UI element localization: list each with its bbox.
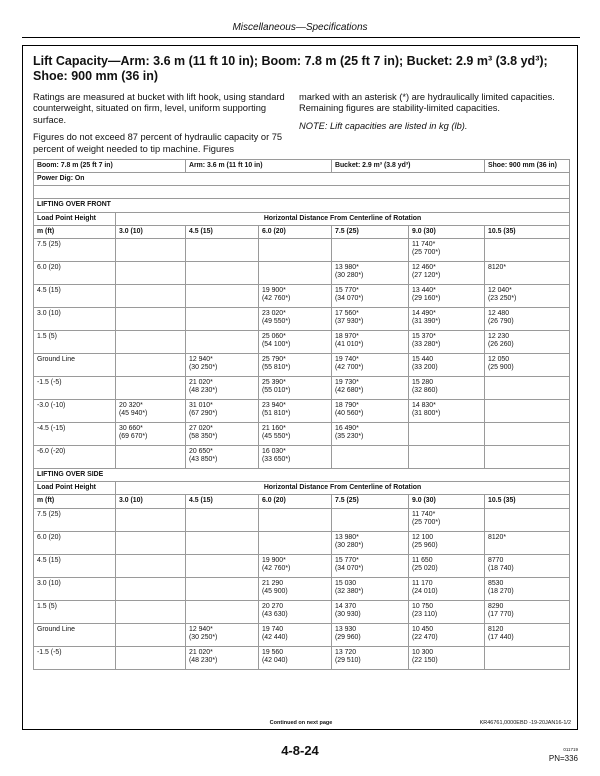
table-row <box>34 239 570 262</box>
capacity-cell: 12 050 (25 900) <box>485 354 570 377</box>
table-row <box>34 331 570 354</box>
capacity-cell: 8120* <box>485 531 570 554</box>
height-cell: -1.5 (-5) <box>34 377 116 400</box>
capacity-cell: 14 830* (31 800*) <box>409 400 485 423</box>
capacity-cell: 8120* <box>485 262 570 285</box>
capacity-cell: 19 900* (42 760*) <box>259 554 332 577</box>
capacity-cell: 23 940* (51 810*) <box>259 400 332 423</box>
capacity-cell <box>409 446 485 469</box>
column-header: 7.5 (25) <box>332 495 409 508</box>
height-cell: 4.5 (15) <box>34 285 116 308</box>
power-dig: Power Dig: On <box>34 173 570 186</box>
capacity-cell: 17 560* (37 930*) <box>332 308 409 331</box>
column-header: 6.0 (20) <box>259 225 332 238</box>
capacity-cell: 11 170 (24 010) <box>409 577 485 600</box>
capacity-cell <box>116 554 186 577</box>
column-header: m (ft) <box>34 495 116 508</box>
horizontal-distance-label: Horizontal Distance From Centerline of Rotation <box>116 212 570 225</box>
body-left-column <box>33 92 295 161</box>
lift-capacity-table <box>33 159 570 670</box>
table-row <box>34 285 570 308</box>
side-axis-row <box>34 482 570 495</box>
capacity-cell <box>485 239 570 262</box>
capacity-cell: 11 740* (25 700*) <box>409 239 485 262</box>
capacity-cell <box>116 623 186 646</box>
table-row <box>34 446 570 469</box>
capacity-cell: 15 770* (34 070*) <box>332 554 409 577</box>
spec-boom: Boom: 7.8 m (25 ft 7 in) <box>34 160 186 173</box>
side-heading: LIFTING OVER SIDE <box>34 469 570 482</box>
capacity-cell: 31 010* (67 290*) <box>186 400 259 423</box>
page-header: Miscellaneous—Specifications <box>232 22 368 33</box>
height-cell: 3.0 (10) <box>34 308 116 331</box>
side-heading-row <box>34 469 570 482</box>
height-cell: Ground Line <box>34 354 116 377</box>
spec-shoe: Shoe: 900 mm (36 in) <box>485 160 570 173</box>
capacity-cell: 12 940* (30 250*) <box>186 623 259 646</box>
capacity-cell: 20 320* (45 940*) <box>116 400 186 423</box>
section-title: Lift Capacity—Arm: 3.6 m (11 ft 10 in); Boom: 7.8 m (25 ft 7 in); Bucket: 2.9 m³ (3.8 yd³); Shoe: 900 mm (36 in) <box>33 54 548 83</box>
capacity-cell <box>186 262 259 285</box>
capacity-cell: 15 440 (33 200) <box>409 354 485 377</box>
height-cell: -4.5 (-15) <box>34 423 116 446</box>
capacity-cell <box>186 285 259 308</box>
capacity-cell: 13 720 (29 510) <box>332 646 409 669</box>
capacity-cell <box>259 508 332 531</box>
capacity-cell: 8530 (18 270) <box>485 577 570 600</box>
side-column-header-row <box>34 495 570 508</box>
capacity-cell: 10 750 (23 110) <box>409 600 485 623</box>
header-rule <box>22 37 580 38</box>
column-header: 9.0 (30) <box>409 225 485 238</box>
ratings-paragraph: Ratings are measured at bucket with lift hook, using standard counterweight, situated on firm, level, uniform supporting surface. <box>33 92 285 125</box>
height-cell: -1.5 (-5) <box>34 646 116 669</box>
column-header: 4.5 (15) <box>186 225 259 238</box>
capacity-cell <box>186 531 259 554</box>
capacity-cell: 19 730* (42 680*) <box>332 377 409 400</box>
capacity-cell <box>332 239 409 262</box>
capacity-cell: 12 460* (27 120*) <box>409 262 485 285</box>
front-column-header-row <box>34 225 570 238</box>
column-header: 3.0 (10) <box>116 495 186 508</box>
capacity-cell: 21 290 (45 900) <box>259 577 332 600</box>
small-id: 011719 <box>563 747 578 752</box>
capacity-cell <box>259 531 332 554</box>
capacity-cell <box>116 331 186 354</box>
load-point-height-label: Load Point Height <box>34 482 116 495</box>
capacity-cell <box>116 646 186 669</box>
capacity-cell: 10 300 (22 150) <box>409 646 485 669</box>
capacity-cell: 8120 (17 440) <box>485 623 570 646</box>
column-header: 7.5 (25) <box>332 225 409 238</box>
capacity-cell: 10 450 (22 470) <box>409 623 485 646</box>
table-row <box>34 377 570 400</box>
front-axis-row <box>34 212 570 225</box>
height-cell: 1.5 (5) <box>34 600 116 623</box>
capacity-cell: 18 790* (40 560*) <box>332 400 409 423</box>
capacity-cell: 21 020* (48 230*) <box>186 646 259 669</box>
horizontal-distance-label: Horizontal Distance From Centerline of Rotation <box>116 482 570 495</box>
front-heading: LIFTING OVER FRONT <box>34 199 570 212</box>
capacity-cell: 18 970* (41 010*) <box>332 331 409 354</box>
capacity-cell: 16 030* (33 650*) <box>259 446 332 469</box>
capacity-cell <box>186 554 259 577</box>
capacity-cell: 25 390* (55 010*) <box>259 377 332 400</box>
capacity-cell <box>116 577 186 600</box>
column-header: 6.0 (20) <box>259 495 332 508</box>
capacity-cell <box>116 308 186 331</box>
capacity-cell <box>186 577 259 600</box>
capacity-cell: 11 740* (25 700*) <box>409 508 485 531</box>
power-dig-row <box>34 173 570 186</box>
spec-bucket: Bucket: 2.9 m³ (3.8 yd³) <box>332 160 485 173</box>
capacity-cell: 8290 (17 770) <box>485 600 570 623</box>
capacity-cell <box>259 239 332 262</box>
height-cell: 4.5 (15) <box>34 554 116 577</box>
capacity-cell: 23 020* (49 550*) <box>259 308 332 331</box>
capacity-cell <box>485 646 570 669</box>
capacity-cell: 15 770* (34 070*) <box>332 285 409 308</box>
capacity-cell: 15 370* (33 280*) <box>409 331 485 354</box>
capacity-cell <box>259 262 332 285</box>
capacity-cell <box>485 446 570 469</box>
continued-note: Continued on next page <box>269 720 333 726</box>
capacity-cell: 20 270 (43 630) <box>259 600 332 623</box>
capacity-cell: 14 490* (31 390*) <box>409 308 485 331</box>
capacity-cell: 25 060* (54 100*) <box>259 331 332 354</box>
capacity-cell: 13 980* (30 280*) <box>332 262 409 285</box>
capacity-cell <box>485 400 570 423</box>
pn-number: PN=336 <box>548 754 578 763</box>
capacity-cell: 12 100 (25 960) <box>409 531 485 554</box>
capacity-cell: 19 740 (42 440) <box>259 623 332 646</box>
height-cell: -6.0 (-20) <box>34 446 116 469</box>
table-row <box>34 400 570 423</box>
height-cell: 6.0 (20) <box>34 262 116 285</box>
figures-paragraph: Figures do not exceed 87 percent of hydraulic capacity or 75 percent of weight needed to tip machine. Figures <box>33 132 283 154</box>
content-frame <box>22 45 578 730</box>
table-row <box>34 600 570 623</box>
capacity-cell <box>485 508 570 531</box>
table-row <box>34 623 570 646</box>
capacity-cell: 27 020* (58 350*) <box>186 423 259 446</box>
capacity-cell <box>116 239 186 262</box>
capacity-cell: 15 280 (32 860) <box>409 377 485 400</box>
column-header: 4.5 (15) <box>186 495 259 508</box>
height-cell: 6.0 (20) <box>34 531 116 554</box>
units-note: NOTE: Lift capacities are listed in kg (lb). <box>299 120 468 131</box>
column-header: m (ft) <box>34 225 116 238</box>
spec-row <box>34 160 570 173</box>
capacity-cell <box>186 239 259 262</box>
table-row <box>34 354 570 377</box>
capacity-cell: 11 650 (25 020) <box>409 554 485 577</box>
height-cell: 7.5 (25) <box>34 508 116 531</box>
height-cell: 1.5 (5) <box>34 331 116 354</box>
capacity-cell <box>116 377 186 400</box>
capacity-cell <box>116 262 186 285</box>
height-cell: 7.5 (25) <box>34 239 116 262</box>
page-number: 4-8-24 <box>281 743 319 758</box>
capacity-cell <box>116 285 186 308</box>
capacity-cell: 14 370 (30 930) <box>332 600 409 623</box>
column-header: 3.0 (10) <box>116 225 186 238</box>
front-heading-row <box>34 199 570 212</box>
capacity-cell <box>116 508 186 531</box>
capacity-cell <box>485 377 570 400</box>
capacity-cell: 12 230 (26 260) <box>485 331 570 354</box>
capacity-cell <box>186 331 259 354</box>
capacity-cell <box>116 354 186 377</box>
capacity-cell: 21 020* (48 230*) <box>186 377 259 400</box>
capacity-cell <box>332 446 409 469</box>
capacity-cell: 19 560 (42 040) <box>259 646 332 669</box>
spacer-cell <box>34 186 570 199</box>
capacity-cell <box>485 423 570 446</box>
body-right-column <box>299 92 561 138</box>
table-row <box>34 531 570 554</box>
table-row <box>34 262 570 285</box>
column-header: 10.5 (35) <box>485 225 570 238</box>
height-cell: Ground Line <box>34 623 116 646</box>
capacity-cell: 13 980* (30 280*) <box>332 531 409 554</box>
asterisk-paragraph: marked with an asterisk (*) are hydraulically limited capacities. Remaining figures are stability-limited capacities. <box>299 92 555 114</box>
height-cell: 3.0 (10) <box>34 577 116 600</box>
capacity-cell: 25 790* (55 810*) <box>259 354 332 377</box>
capacity-cell: 12 480 (26 790) <box>485 308 570 331</box>
capacity-cell <box>116 600 186 623</box>
capacity-cell <box>186 600 259 623</box>
height-cell: -3.0 (-10) <box>34 400 116 423</box>
reference-code: KR46761,0000EBD -19-20JAN16-1/2 <box>479 720 571 726</box>
capacity-cell: 13 930 (29 960) <box>332 623 409 646</box>
table-row <box>34 508 570 531</box>
capacity-cell <box>116 446 186 469</box>
column-header: 10.5 (35) <box>485 495 570 508</box>
column-header: 9.0 (30) <box>409 495 485 508</box>
capacity-cell: 13 440* (29 160*) <box>409 285 485 308</box>
capacity-cell: 8770 (18 740) <box>485 554 570 577</box>
capacity-cell: 19 740* (42 700*) <box>332 354 409 377</box>
spec-arm: Arm: 3.6 m (11 ft 10 in) <box>186 160 332 173</box>
capacity-cell: 21 160* (45 550*) <box>259 423 332 446</box>
capacity-cell: 12 940* (30 250*) <box>186 354 259 377</box>
capacity-cell: 12 040* (23 250*) <box>485 285 570 308</box>
load-point-height-label: Load Point Height <box>34 212 116 225</box>
table-row <box>34 646 570 669</box>
capacity-cell: 15 030 (32 380*) <box>332 577 409 600</box>
capacity-cell <box>186 508 259 531</box>
capacity-cell <box>186 308 259 331</box>
spacer-row <box>34 186 570 199</box>
capacity-cell <box>116 531 186 554</box>
capacity-cell <box>409 423 485 446</box>
capacity-cell <box>332 508 409 531</box>
table-row <box>34 423 570 446</box>
table-row <box>34 554 570 577</box>
capacity-cell: 20 650* (43 850*) <box>186 446 259 469</box>
table-row <box>34 577 570 600</box>
capacity-cell: 30 660* (69 670*) <box>116 423 186 446</box>
table-row <box>34 308 570 331</box>
capacity-cell: 16 490* (35 230*) <box>332 423 409 446</box>
capacity-cell: 19 900* (42 760*) <box>259 285 332 308</box>
